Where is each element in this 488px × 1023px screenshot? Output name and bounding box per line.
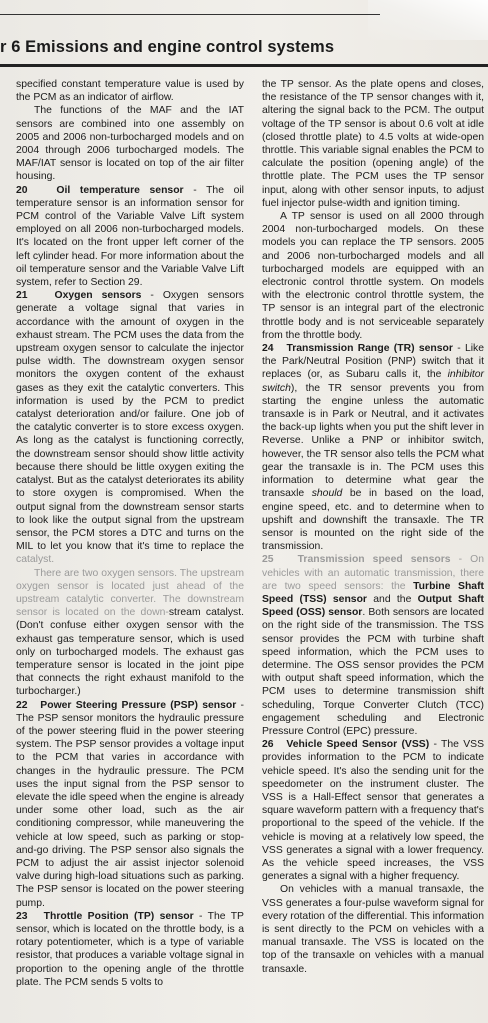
- section-body: - The VSS provides information to the PCM to indicate vehicle speed. It's also the sending unit for the speedometer on the instrument cluster. The VSS is a Hall-Effect sensor that generates a square waveform pattern with a frequency that's proportional to the speed of the vehicle. If the vehicle is moving at a relatively low speed, the VSS generates a signal with a lower frequency. As the vehicle speed increases, the VSS generates a signal with a higher frequency.: [262, 739, 484, 883]
- section-body: be in based on the load, engine speed, etc. and to determine when to upshift and downshift the transaxle. The TR sensor is mounted on the right side of the transmission.: [262, 488, 484, 553]
- paragraph: A TP sensor is used on all 2000 through 2004 non-turbocharged models. On these models you can replace the TP sensors. 2005 and 2006 non-turbocharged models and all turbocharged models are equipped with an electronic control throttle system. On models with the electronic control throttle system, the TP sensor is an integral part of the electronic throttle body and is not serviceable separately from the throttle body.: [262, 211, 484, 341]
- section-number: 25: [262, 554, 274, 566]
- sensor-name: Output Shaft Speed (OSS) sensor: [262, 593, 484, 619]
- paragraph: The functions of the MAF and the IAT sensors are combined into one assembly on 2005 and 2006 non-turbocharged models and on 2004 through 2006 turbocharged models. The MAF/IAT sensor is located on top of the air filter housing.: [16, 105, 244, 183]
- section-body: - Oxygen sensors generate a voltage signal that varies in accordance with the amount of oxygen in the exhaust stream. The PCM uses the data from the upstream oxygen sensor to calculate the injector pulse width. The downstream oxygen sensor monitors the oxygen content of the exhaust gases as they exit the catalytic converters. This information is used by the PCM to predict catalyst deterioration and/or failure. One job of the catalytic converter is to store excess oxygen. As long as the catalyst is functioning correctly, the downstream sensor should show little activity because there should be little oxygen exiting the catalyst. But as the catalyst deteriorates its ability to store oxygen is compromised. When the output signal from the downstream sensor starts to look like the output signal from the upstream sensor, the PCM stores a DTC and turns on the MIL to let you know that it's time to replace the: [16, 290, 244, 553]
- section-22: [16, 699, 244, 910]
- section-24: [262, 342, 484, 553]
- section-26: [262, 738, 484, 883]
- section-body: - The oil temperature sensor is an information sensor for PCM control of the Variable Valve Lift system employed on all 2006 non-turbocharged models. It's located on the front upper left corner of the left cylinder head. For more information about the oil temperature sensor and the Variable Valve Lift system, refer to Section 29.: [16, 184, 244, 289]
- section-number: 20: [16, 184, 28, 196]
- section-23: [16, 910, 244, 989]
- section-title: Transmission Range (TR) sensor: [286, 343, 453, 355]
- section-number: 23: [16, 910, 28, 922]
- paragraph: specified constant temperature value is used by the PCM as an indicator of airflow.: [16, 79, 244, 104]
- section-title: Oxygen sensors: [54, 290, 142, 302]
- paragraph: [16, 567, 244, 699]
- chapter-header: r 6 Emissions and engine control systems: [0, 38, 335, 56]
- section-title: Vehicle Speed Sensor (VSS): [286, 739, 430, 751]
- faded-text: - On vehicles with an automatic transmission, there are two speed sensors: the: [262, 554, 484, 592]
- right-column: [262, 78, 484, 976]
- section-title: Transmission speed sensors: [297, 554, 451, 566]
- section-number: 22: [16, 699, 28, 711]
- header-rule: [0, 64, 488, 67]
- paragraph: On vehicles with a manual transaxle, the VSS generates a four-pulse waveform signal for every rotation of the differential. This information is sent directly to the PCM on vehicles with a manual transaxle. The VSS is located on the top of the transaxle on vehicles with a manual transaxle.: [262, 884, 484, 975]
- section-body: ), the TR sensor prevents you from starting the engine unless the automatic transaxle is in Park or Neutral, and it activates the back-up lights when you put the shift lever in Reverse. Unlike a PNP or inhibitor switch, however, the TR sensor also tells the PCM what gear the transaxle is in. The PCM uses this information to determine what gear the transaxle: [262, 382, 484, 500]
- section-title: Throttle Position (TP) sensor: [43, 910, 194, 922]
- top-rule: [0, 14, 380, 15]
- section-body: - The PSP sensor monitors the hydraulic pressure of the power steering fluid in the power steering system. The PSP sensor provides a voltage input to the PCM that varies in accordance with changes in the hydraulic pressure. The PCM uses the input signal from the PSP sensor to elevate the idle speed when the engine is already under some other load, such as the air conditioning compressor, while maneuvering the vehicle at low speed, such as parking or stop-and-go driving. The PSP sensor also signals the PCM to adjust the air assist injector solenoid valve during high-load situations such as parking. The PSP sensor is located on the power steering pump.: [16, 699, 244, 909]
- section-title: Power Steering Pressure (PSP) sensor: [40, 699, 237, 711]
- italic-term: should: [311, 488, 343, 500]
- section-21: [16, 289, 244, 566]
- faded-text: catalyst.: [16, 554, 55, 566]
- section-body: - Like the Park/Neutral Position (PNP) switch that it replaces (or, as Subaru calls it, the: [262, 343, 485, 381]
- section-body: and the: [366, 593, 418, 605]
- section-body: - The TP sensor, which is located on the throttle body, is a rotary potentiometer, which is a type of variable resistor, that produces a variable voltage signal in proportion to the opening angle of the throttle plate. The PCM sends 5 volts to: [16, 910, 244, 988]
- section-number: 21: [16, 290, 28, 302]
- section-number: 24: [262, 343, 274, 355]
- page-corner-fold: [368, 0, 488, 40]
- paragraph-text: stream catalyst. (Don't confuse either oxygen sensor with the exhaust gas temperature sensor, which is used only on turbocharged models. The exhaust gas temperature sensor is located in the joint pipe that connects the right exhaust manifold to the turbocharger.): [16, 607, 244, 698]
- section-25: [262, 553, 484, 738]
- section-20: [16, 184, 244, 290]
- left-column: [16, 78, 244, 989]
- faded-text: There are two oxygen sensors. The upstream oxygen sensor is located just ahead of the upstream catalytic converter. The downstream sensor is located on the down-: [16, 567, 244, 619]
- sensor-name: Turbine Shaft Speed (TSS) sensor: [262, 580, 484, 605]
- section-title: Oil temperature sensor: [56, 184, 184, 196]
- section-number: 26: [262, 739, 274, 751]
- italic-term: inhibitor switch: [262, 369, 484, 394]
- section-body: . Both sensors are located on the right side of the transmission. The TSS sensor provides the PCM with turbine shaft speed information, which the PCM uses to determine. The OSS sensor provides the PCM with output shaft speed information, which the PCM uses to determine transmission shift scheduling, Torque Converter Clutch (TCC) engagement scheduling and Electronic Pressure Control (EPC) pressure.: [262, 607, 484, 737]
- paragraph: the TP sensor. As the plate opens and closes, the resistance of the TP sensor changes with it, altering the signal back to the PCM. The output voltage of the TP sensor is about 0.6 volt at idle (closed throttle plate) to 4.5 volts at wide-open throttle. This variable signal enables the PCM to calculate the position (opening angle) of the throttle plate. The PCM uses the TP sensor input, along with other sensor inputs, to adjust fuel injector pulse-width and ignition timing.: [262, 79, 484, 209]
